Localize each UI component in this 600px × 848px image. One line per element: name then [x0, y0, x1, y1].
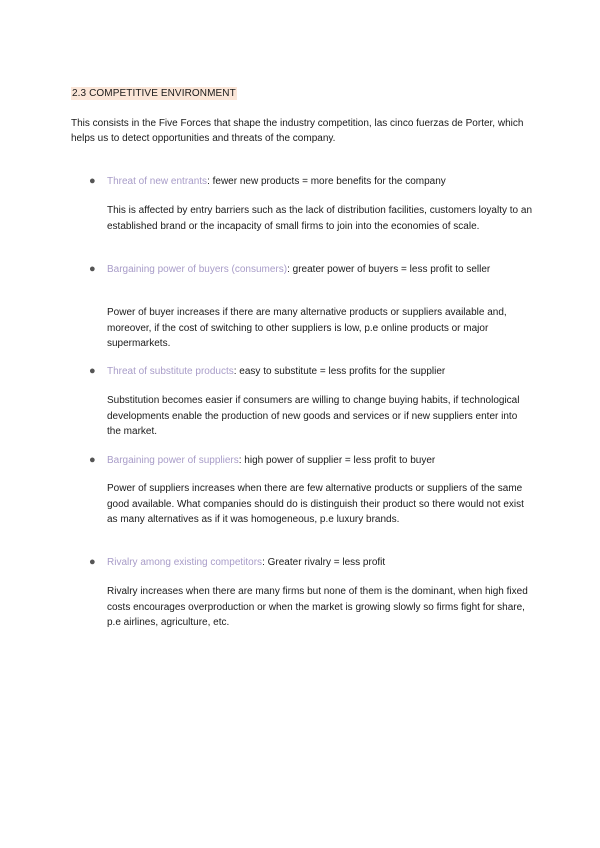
list-item-title	[107, 364, 532, 379]
force-term: Threat of substitute products	[107, 366, 234, 377]
section-heading: 2.3 COMPETITIVE ENVIRONMENT	[72, 88, 236, 99]
force-term: Bargaining power of buyers (consumers)	[107, 264, 288, 275]
bullet-icon: ●	[89, 556, 96, 568]
bullet-icon: ●	[89, 365, 96, 377]
force-description: Power of buyer increases if there are many alternative products or suppliers available and, moreover, if the cost of switching to other suppliers is low, p.e online products or major supermarkets.	[107, 307, 507, 349]
force-summary: : fewer new products = more benefits for the company	[207, 176, 446, 187]
force-summary: : high power of supplier = less profit to buyer	[238, 455, 436, 466]
list-item-title	[107, 174, 532, 189]
bullet-icon: ●	[89, 454, 96, 466]
force-term: Bargaining power of suppliers	[107, 455, 239, 466]
force-description: Substitution becomes easier if consumers are willing to change buying habits, if technological developments enable the production of new goods and services or if new suppliers enter into the market.	[107, 395, 520, 437]
force-term: Rivalry among existing competitors	[107, 557, 263, 568]
list-item-title	[107, 555, 532, 570]
force-description: This is affected by entry barriers such as the lack of distribution facilities, customers loyalty to an established brand or the incapacity of small firms to join into the economies of scale.	[107, 205, 532, 232]
force-summary: : greater power of buyers = less profit to seller	[287, 264, 491, 275]
force-description: Rivalry increases when there are many firms but none of them is the dominant, when high fixed costs encourages overproduction or when the market is growing slowly so firms fight for share, p.e airlines, agriculture, etc.	[107, 586, 528, 628]
bullet-icon: ●	[89, 175, 96, 187]
force-summary: : Greater rivalry = less profit	[262, 557, 386, 568]
force-description: Power of suppliers increases when there are few alternative products or suppliers of the same good available. What companies should do is distinguish their product so there would not exist as many alternatives as if it was homogeneous, p.e luxury brands.	[107, 483, 524, 525]
intro-paragraph: This consists in the Five Forces that shape the industry competition, las cinco fuerzas de Porter, which helps us to detect opportunities and threats of the company.	[71, 118, 524, 144]
force-summary: : easy to substitute = less profits for the supplier	[233, 366, 446, 377]
list-item-title	[107, 262, 532, 277]
bullet-icon: ●	[89, 263, 96, 275]
force-term: Threat of new entrants	[107, 176, 208, 187]
list-item-title	[107, 453, 532, 468]
